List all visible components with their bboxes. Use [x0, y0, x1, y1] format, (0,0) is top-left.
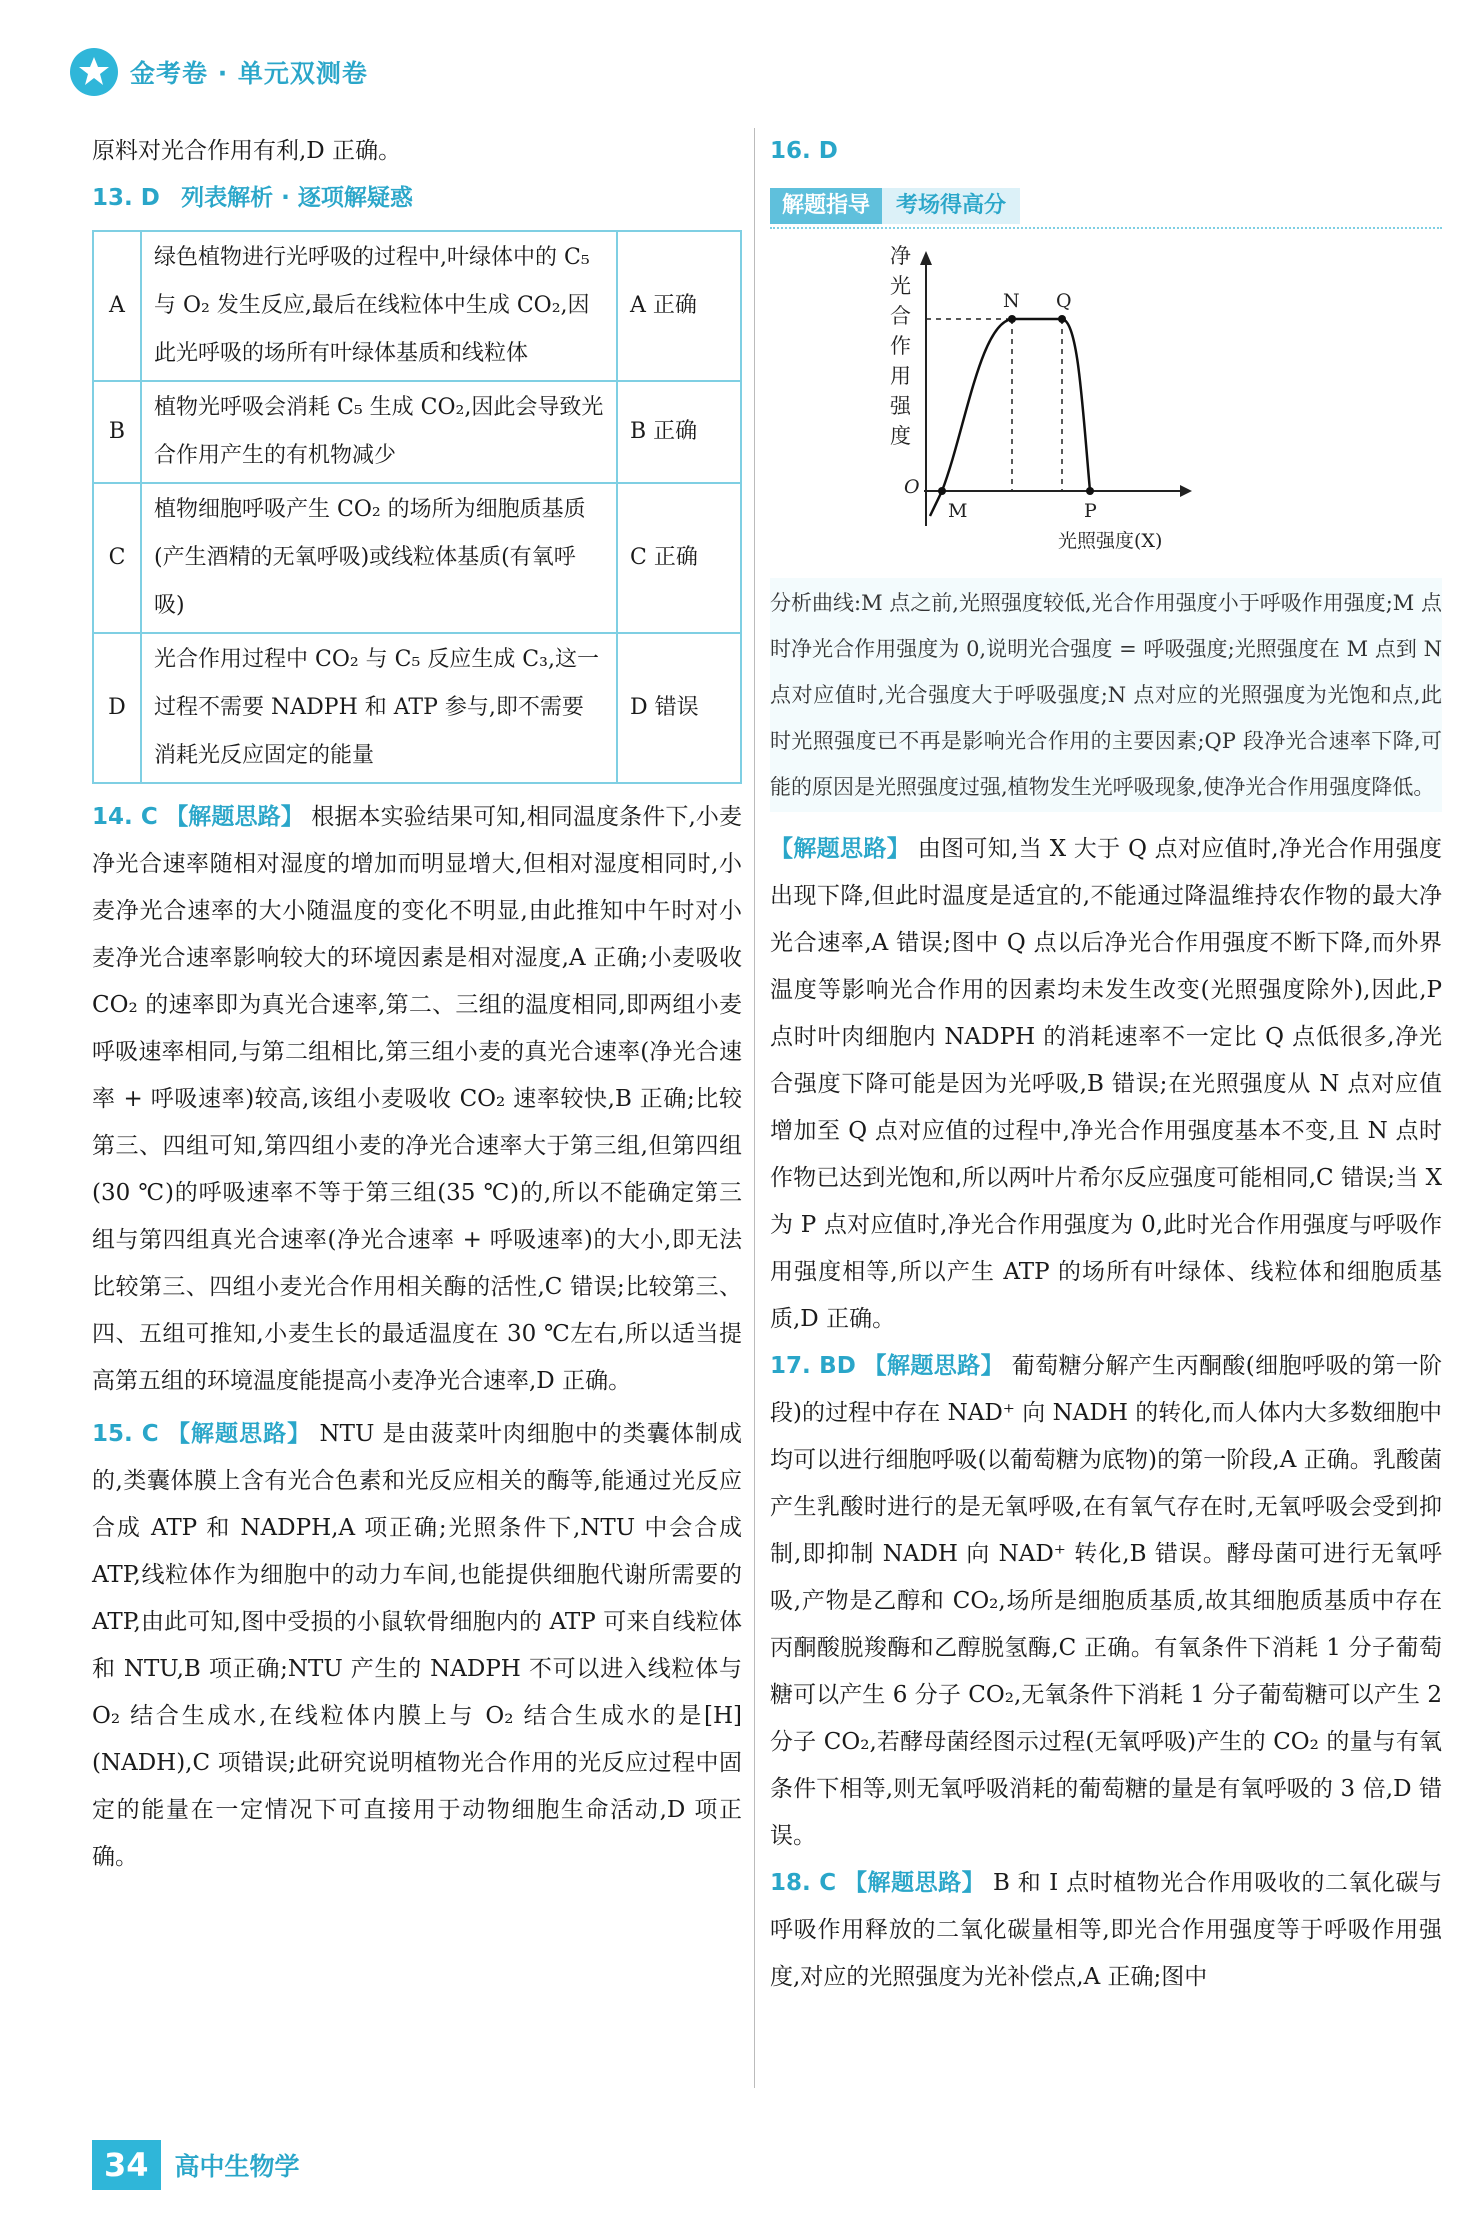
right-column	[770, 128, 1442, 2001]
page-footer	[92, 2140, 300, 2190]
q14-answer: 14. C	[92, 804, 158, 830]
q17-paragraph	[770, 1343, 1442, 1860]
q15-tag: 【解题思路】	[167, 1421, 312, 1447]
row-text: 绿色植物进行光呼吸的过程中,叶绿体中的 C₅ 与 O₂ 发生反应,最后在线粒体中生成 CO₂,因此光呼吸的场所有叶绿体基质和线粒体	[141, 231, 617, 381]
y-axis-arrow-icon	[920, 251, 932, 265]
q13-table	[92, 230, 742, 784]
q14-tag: 【解题思路】	[165, 804, 304, 830]
row-letter: D	[93, 633, 141, 783]
point-label: N	[1003, 290, 1020, 312]
q16-analysis: 分析曲线:M 点之前,光照强度较低,光合作用强度小于呼吸作用强度;M 点时净光合作用强度为 0,说明光合强度 = 呼吸强度;光照强度在 M 点到 N 点对应值时,光合强度大于呼吸强度;N 点对应的光照强度为光饱和点,此时光照强度已不再是影响光合作用的主要因素;QP 段净光合速率下降,可能的原因是光照强度过强,植物发生光呼吸现象,使净光合作用强度降低。	[770, 578, 1442, 812]
y-label-char: 作	[890, 334, 911, 358]
y-label-char: 强	[890, 394, 911, 418]
y-label-char: 合	[890, 304, 911, 328]
y-label-char: 净	[890, 244, 911, 268]
q14-text: 根据本实验结果可知,相同温度条件下,小麦净光合速率随相对湿度的增加而明显增大,但相对湿度相同时,小麦净光合速率的大小随温度的变化不明显,由此推知中午时对小麦净光合速率影响较大的环境因素是相对湿度,A 正确;小麦吸收 CO₂ 的速率即为真光合速率,第二、三组的温度相同,即两组小麦呼吸速率相同,与第二组相比,第三组小麦的真光合速率(净光合速率 + 呼吸速率)较高,该组小麦吸收 CO₂ 速率较快,B 正确;比较第三、四组可知,第四组小麦的净光合速率大于第三组,但第四组(30 ℃)的呼吸速率不等于第三组(35 ℃)的,所以不能确定第三组与第四组真光合速率(净光合速率 + 呼吸速率)的大小,即无法比较第三、四组小麦光合作用相关酶的活性,C 错误;比较第三、四、五组可推知,小麦生长的最适温度在 30 ℃左右,所以适当提高第五组的环境温度能提高小麦净光合速率,D 正确。	[92, 804, 743, 1394]
origin-label: O	[904, 476, 920, 498]
page-header	[70, 48, 368, 96]
row-verdict: C 正确	[617, 483, 741, 633]
table-row	[93, 633, 741, 783]
guide-sub: 考场得高分	[882, 188, 1020, 224]
q17-answer: 17. BD	[770, 1353, 856, 1379]
x-axis-arrow-icon	[1180, 485, 1192, 497]
y-label-char: 用	[890, 364, 911, 388]
q17-tag: 【解题思路】	[863, 1353, 1004, 1379]
row-letter: B	[93, 381, 141, 483]
guide-banner	[770, 185, 1442, 229]
x-axis-label: 光照强度(X)	[1058, 530, 1163, 552]
point-q	[1058, 315, 1066, 323]
q16-answer: 16. D	[770, 138, 838, 164]
row-text: 植物光呼吸会消耗 C₅ 生成 CO₂,因此会导致光合作用产生的有机物减少	[141, 381, 617, 483]
q16-text: 由图可知,当 X 大于 Q 点对应值时,净光合作用强度出现下降,但此时温度是适宜的,不能通过降温维持农作物的最大净光合速率,A 错误;图中 Q 点以后净光合作用强度不断下降,而外界温度等影响光合作用的因素均未发生改变(光照强度除外),因此,P 点时叶肉细胞内 NADPH 的消耗速率不一定比 Q 点低很多,净光合强度下降可能是因为光呼吸,B 错误;在光照强度从 N 点对应值增加至 Q 点对应值的过程中,净光合作用强度基本不变,且 N 点时作物已达到光饱和,所以两叶片希尔反应强度可能相同,C 错误;当 X 为 P 点对应值时,净光合作用强度为 0,此时光合作用强度与呼吸作用强度相等,所以产生 ATP 的场所有叶绿体、线粒体和细胞质基质,D 正确。	[770, 836, 1443, 1332]
footer-subject: 高中生物学	[174, 2152, 300, 2181]
row-letter: C	[93, 483, 141, 633]
continued-text: 原料对光合作用有利,D 正确。	[92, 138, 402, 164]
point-p	[1086, 487, 1094, 495]
point-label: M	[948, 500, 968, 522]
header-title: 金考卷 · 单元双测卷	[130, 59, 368, 88]
q18-tag: 【解题思路】	[844, 1870, 986, 1896]
y-label-char: 度	[890, 424, 911, 448]
brand-logo-icon	[70, 48, 118, 96]
q18-paragraph	[770, 1860, 1442, 2001]
y-label-char: 光	[890, 274, 911, 298]
page-number: 34	[92, 2140, 161, 2190]
q16-paragraph	[770, 826, 1442, 1343]
q18-text: B 和 I 点时植物光合作用吸收的二氧化碳与呼吸作用释放的二氧化碳量相等,即光合作用强度等于呼吸作用强度,对应的光照强度为光补偿点,A 正确;图中	[770, 1870, 1443, 1990]
row-verdict: B 正确	[617, 381, 741, 483]
q17-text: 葡萄糖分解产生丙酮酸(细胞呼吸的第一阶段)的过程中存在 NAD⁺ 向 NADH 的转化,而人体内大多数细胞中均可以进行细胞呼吸(以葡萄糖为底物)的第一阶段,A 正确。乳酸菌产生乳酸时进行的是无氧呼吸,在有氧气存在时,无氧呼吸会受到抑制,即抑制 NADH 向 NAD⁺ 转化,B 错误。酵母菌可进行无氧呼吸,产物是乙醇和 CO₂,场所是细胞质基质,故其细胞质基质中存在丙酮酸脱羧酶和乙醇脱氢酶,C 正确。有氧条件下消耗 1 分子葡萄糖可以产生 6 分子 CO₂,无氧条件下消耗 1 分子葡萄糖可以产生 2 分子 CO₂,若酵母菌经图示过程(无氧呼吸)产生的 CO₂ 的量与有氧条件下相等,则无氧呼吸消耗的葡萄糖的量是有氧呼吸的 3 倍,D 错误。	[770, 1353, 1443, 1849]
q13-title: 列表解析 · 逐项解疑惑	[181, 185, 413, 211]
q13-answer: 13. D	[92, 185, 160, 211]
left-column	[92, 128, 742, 1881]
column-divider	[754, 128, 755, 2088]
row-letter: A	[93, 231, 141, 381]
table-row	[93, 483, 741, 633]
row-verdict: D 错误	[617, 633, 741, 783]
row-text: 植物细胞呼吸产生 CO₂ 的场所为细胞质基质(产生酒精的无氧呼吸)或线粒体基质(有氧呼吸)	[141, 483, 617, 633]
q16-tag: 【解题思路】	[770, 836, 911, 862]
point-m	[938, 487, 946, 495]
table-row	[93, 231, 741, 381]
table-row	[93, 381, 741, 483]
point-n	[1008, 315, 1016, 323]
row-text: 光合作用过程中 CO₂ 与 C₅ 反应生成 C₃,这一过程不需要 NADPH 和 ATP 参与,即不需要消耗光反应固定的能量	[141, 633, 617, 783]
q15-text: NTU 是由菠菜叶肉细胞中的类囊体制成的,类囊体膜上含有光合色素和光反应相关的酶等,能通过光反应合成 ATP 和 NADPH,A 项正确;光照条件下,NTU 中会合成 ATP,线粒体作为细胞中的动力车间,也能提供细胞代谢所需要的 ATP,由此可知,图中受损的小鼠软骨细胞内的 ATP 可来自线粒体和 NTU,B 项正确;NTU 产生的 NADPH 不可以进入线粒体与 O₂ 结合生成水,在线粒体内膜上与 O₂ 结合生成水的是[H](NADH),C 项错误;此研究说明植物光合作用的光反应过程中固定的能量在一定情况下可直接用于动物细胞生命活动,D 项正确。	[92, 1421, 742, 1870]
q13-heading	[92, 175, 742, 222]
q15-paragraph	[92, 1411, 742, 1881]
curve	[930, 319, 1090, 516]
light-curve-graph	[890, 241, 1390, 561]
guide-label: 解题指导	[770, 188, 882, 224]
q18-answer: 18. C	[770, 1870, 837, 1896]
q14-paragraph	[92, 794, 742, 1405]
row-verdict: A 正确	[617, 231, 741, 381]
q15-answer: 15. C	[92, 1421, 159, 1447]
point-label: Q	[1056, 290, 1072, 312]
point-label: P	[1084, 500, 1097, 522]
